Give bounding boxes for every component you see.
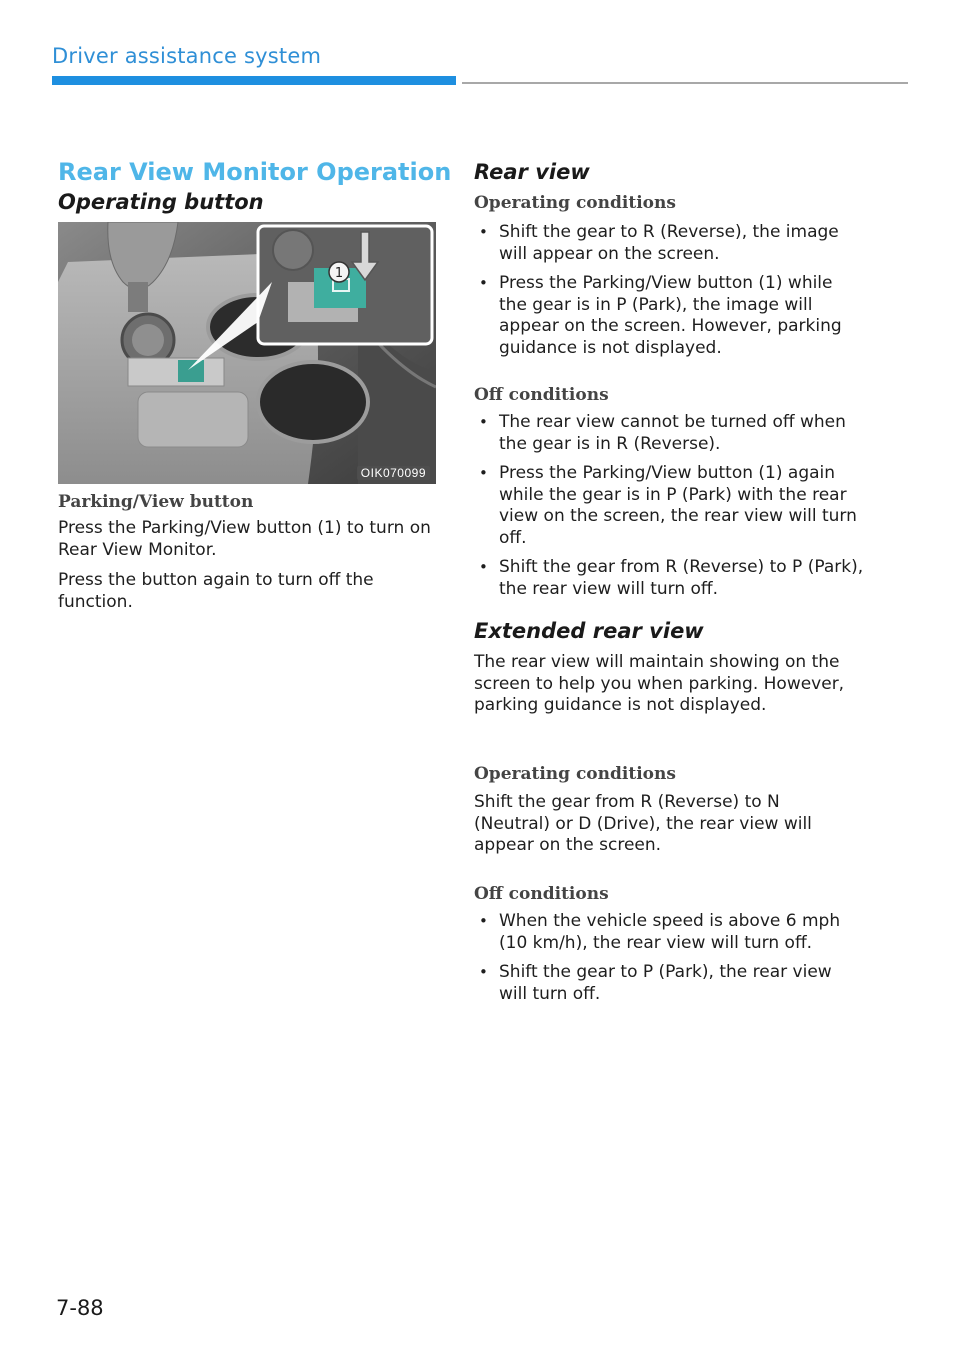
rear-view-title: Rear view — [474, 160, 590, 184]
header-rule — [462, 82, 908, 84]
console-photo — [58, 222, 436, 484]
list-item: • Shift the gear to R (Reverse), the image will appear on the screen. — [474, 222, 864, 265]
paragraph: Press the Parking/View button (1) to turn on Rear View Monitor. — [58, 518, 431, 560]
caption-heading: Parking/View button — [58, 492, 254, 512]
running-header: Driver assistance system — [52, 44, 322, 68]
header-rule-accent — [52, 76, 456, 85]
extended-off-heading: Off conditions — [474, 884, 609, 904]
console-illustration — [58, 222, 436, 484]
paragraph: Press the button again to turn off the function. — [58, 570, 374, 612]
page-number: 7-88 — [56, 1296, 104, 1320]
extended-intro: The rear view will maintain showing on the screen to help you when parking. However, parking guidance is not displayed. — [474, 652, 845, 715]
subsection-title: Operating button — [58, 190, 264, 214]
section-title: Rear View Monitor Operation — [58, 158, 452, 186]
list-item: • When the vehicle speed is above 6 mph (10 km/h), the rear view will turn off. — [474, 911, 864, 954]
rear-view-off-heading: Off conditions — [474, 385, 609, 405]
list-item: • Shift the gear to P (Park), the rear view will turn off. — [474, 962, 864, 1005]
rear-view-operating-heading: Operating conditions — [474, 193, 676, 213]
rear-view-off-list — [474, 412, 864, 608]
list-item: • Press the Parking/View button (1) again while the gear is in P (Park) with the rear view on the screen, the rear view will turn off. — [474, 463, 864, 549]
list-item: • Shift the gear from R (Reverse) to P (Park), the rear view will turn off. — [474, 557, 864, 600]
rear-view-operating-list — [474, 222, 864, 367]
extended-operating-heading: Operating conditions — [474, 764, 676, 784]
extended-rear-view-title: Extended rear view — [474, 619, 704, 643]
figure-code: OIK070099 — [357, 466, 430, 480]
list-item: • The rear view cannot be turned off when the gear is in R (Reverse). — [474, 412, 864, 455]
figure-callout-number: 1 — [334, 266, 344, 281]
extended-operating-text: Shift the gear from R (Reverse) to N (Neutral) or D (Drive), the rear view will appear on the screen. — [474, 792, 812, 855]
extended-off-list — [474, 911, 864, 1013]
list-item: • Press the Parking/View button (1) while the gear is in P (Park), the image will appear on the screen. However, parking guidance is not displayed. — [474, 273, 864, 359]
